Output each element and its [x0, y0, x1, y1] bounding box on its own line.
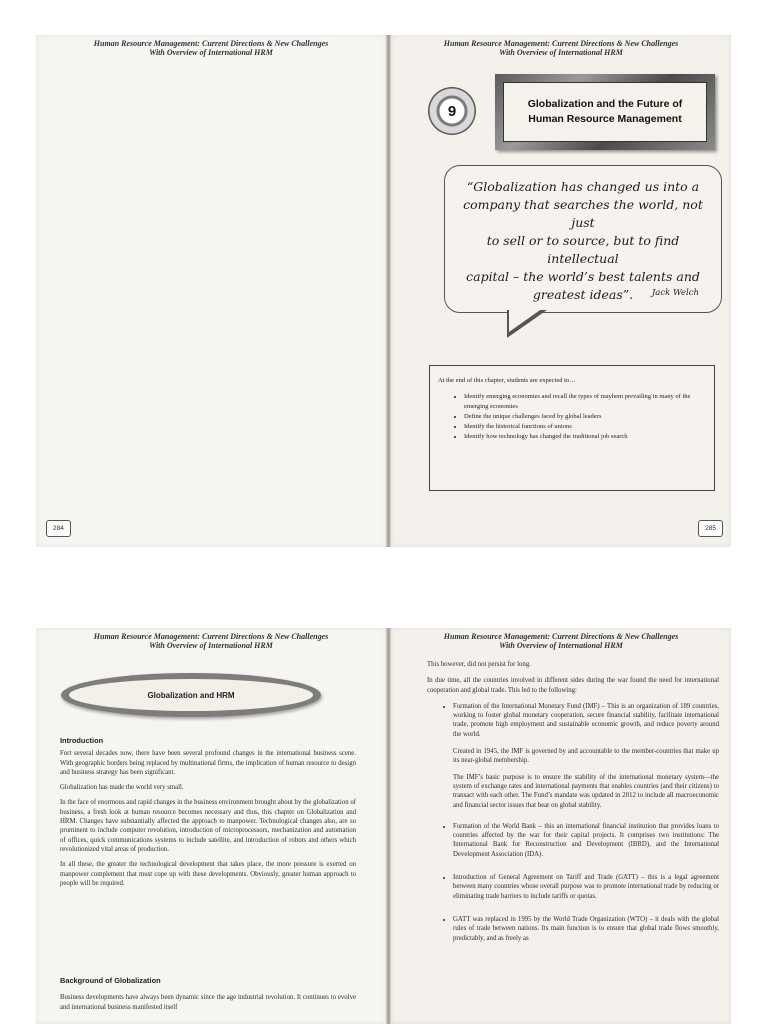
paragraph: Fort several decades now, there have been several profound changes in the international business scene. With geographic borders being replaced by multinational firms, the implication of human resource to design and business strategy has been significant. [60, 750, 356, 776]
body-text [427, 660, 719, 951]
section-title-oval [61, 673, 321, 717]
quote-bubble-tail [507, 310, 547, 338]
paragraph: Business developments have always been dynamic since the age industrial revolution. It continues to evolve and international business manifested itself [60, 994, 356, 1011]
section-heading: Introduction [60, 736, 104, 745]
objectives-intro: At the end of this chapter, students are expected to… [438, 377, 576, 384]
paragraph: In due time, all the countries involved in different sides during the war found the need for international cooperation and global trade. This led to the following: [427, 677, 719, 694]
running-header: Human Resource Management: Current Directions & New Challenges With Overview of International HRM [93, 632, 329, 650]
page-globalization-hrm [36, 628, 386, 1024]
quote-author: Jack Welch [651, 288, 699, 298]
chapter-title-frame [495, 74, 715, 150]
page-284 [36, 35, 386, 547]
page-imf-world-bank [391, 628, 731, 1024]
section-heading: Background of Globalization [60, 976, 161, 985]
chapter-title: Globalization and the Future of Human Resource Management [503, 82, 707, 142]
list-item: • Formation of the World Bank – this an international financial institution that provides loans to countries affected by the war for their capital projects. It comprises two institutions: The International Bank for Reconstruction and Development (IBRD), and the International Development Association (IDA). [453, 822, 719, 859]
paragraph: The IMF’s basic purpose is to ensure the stability of the international monetary system—the system of exchange rates and international payments that enables countries (and their citizens) to transact with each other. The Fund’s mandate was updated in 2012 to include all macroeconomic and financial sector issues that bear on global stability. [453, 773, 719, 809]
section-title: Globalization and HRM [69, 679, 313, 711]
list-item: • Identify the historical functions of unions [464, 422, 714, 432]
quote-text: “Globalization has changed us into a company that searches the world, not just to sell or to source, but to find intellectual capital – the world’s best talents and greatest ideas”. [463, 179, 703, 302]
bullet-list [427, 702, 719, 739]
quote-bubble [444, 165, 722, 313]
paragraph: Created in 1945, the IMF is governed by and accountable to the member-countries that make up its near-global membership. [453, 748, 719, 765]
learning-objectives-box [429, 365, 715, 491]
list-item: • Introduction of General Agreement on Tariff and Trade (GATT) – this is a legal agreement between many countries whose overall purpose was to promote international trade by reducing or eliminating trade barriers to include tariffs or quotas. [453, 873, 719, 901]
page-285 [391, 35, 731, 547]
list-item: • Formation of the International Monetary Fund (IMF) – This is an organization of 189 countries, working to foster global monetary cooperation, secure financial stability, facilitate international trade, promote high employment and sustainable economic growth, and reduce poverty around the world. [453, 702, 719, 739]
paragraph: Globalization has made the world very small. [60, 784, 184, 792]
list-item: • Identify emerging economies and recall the types of mayhem prevailing in many of the emerging economies [464, 392, 714, 412]
page-number: 285 [698, 520, 723, 537]
objectives-list [430, 392, 714, 442]
paragraph: In all these, the greater the technological development that takes place, the more pressure is exerted on manpower complement that must cope up with these developments. Obviously, greater human approach to people will be required. [60, 861, 356, 887]
paragraph: This however, did not persist for long. [427, 661, 531, 668]
list-item: • Define the unique challenges faced by global leaders [464, 412, 714, 422]
chapter-number-badge: 9 [428, 87, 476, 135]
list-item: • GATT was replaced in 1995 by the World Trade Organization (WTO) – it deals with the global rules of trade between nations. Its main function is to ensure that global trade flows smoothly, predictably, and as freely as [453, 915, 719, 943]
page-number: 284 [46, 520, 71, 537]
running-header: Human Resource Management: Current Directions & New Challenges With Overview of International HRM [443, 39, 679, 57]
bullet-list [427, 822, 719, 943]
running-header: Human Resource Management: Current Directions & New Challenges With Overview of International HRM [443, 632, 679, 650]
list-item: • Identify how technology has changed the traditional job search [464, 432, 714, 442]
running-header: Human Resource Management: Current Directions & New Challenges With Overview of International HRM [93, 39, 329, 57]
introduction-section [60, 736, 356, 894]
paragraph: In the face of enormous and rapid changes in the business environment brought about by the globalization of business, a fresh look at human resource becomes necessary and thus, this chapter on Globalization and HRM. Changes have substantially affected the approach to manpower. Technological changes also, are so prominent to include computer revolution, introduction of microprocessors, mechanization and automation of offices, quick communications systems to include satellite, and introduction of robots and others which revolutionized vital areas of production. [60, 799, 356, 853]
background-section [60, 976, 356, 1018]
